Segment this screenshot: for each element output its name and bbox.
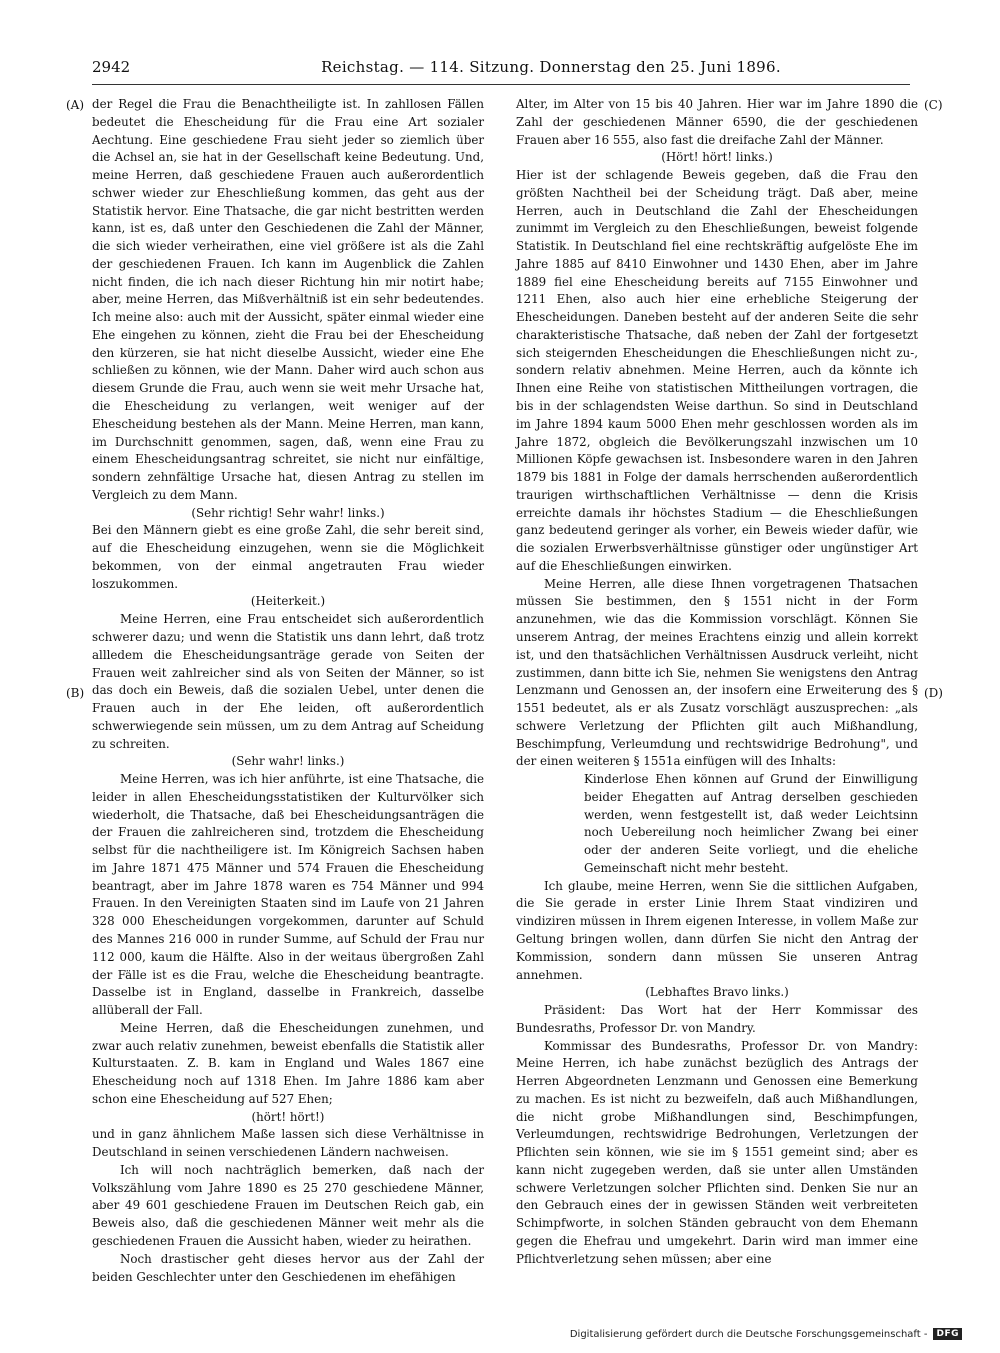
- quoted-text: Kinderlose Ehen können auf Grund der Einwilligung beider Ehegatten auf Antrag derselben geschieden werden, wenn festgestellt ist, daß weder Leichtsinn noch Uebereilung noch heimlicher Zwang bei einer oder der anderen Seite vorliegt, und die eheliche Gemeinschaft nicht mehr besteht.: [584, 772, 918, 875]
- paragraph: Ich glaube, meine Herren, wenn Sie die sittlichen Aufgaben, die Sie gerade in erster Linie Ihrem Staat vindiziren und vindiziren müssen in Ihrem eigenen Interesse, in vollem Maße zur Geltung bringen wollen, dann dürfen Sie nicht den Antrag der Kommission, sondern dann müssen Sie unseren Antrag annehmen.: [516, 878, 918, 982]
- footer: [570, 1325, 962, 1343]
- page-title: Reichstag. — 114. Sitzung. Donnerstag den 25. Juni 1896.: [321, 58, 781, 76]
- interjection: (Sehr richtig! Sehr wahr! links.): [191, 505, 385, 520]
- paragraph: Meine Herren, alle diese Ihnen vorgetragenen Thatsachen müssen Sie bestimmen, den § 1551 nicht in der Form anzunehmen, wie das die Kommission vorschlägt. Können Sie unserem Antrag, der meines Erachtens einzig und allein korrekt ist, und den thatsächlichen Verhältnissen Ausdruck verleiht, nicht zustimmen, dann bitte ich Sie, nehmen Sie wenigstens den Antrag Lenzmann und Genossen an, der insofern eine Erweiterung des § 1551 bedeutet, als er als Zusatz vorschlägt auszusprechen: „als schwere Verletzung der Pflichten gilt auch Mißhandlung, Beschimpfung, Verleumdung und rechtswidrige Bedrohung", und der einen weiteren § 1551a einfügen will des Inhalts:: [516, 576, 918, 769]
- margin-label-d: (D): [924, 686, 943, 700]
- footer-text: Digitalisierung gefördert durch die Deutsche Forschungsgemeinschaft -: [569, 1328, 928, 1340]
- paragraph: Alter, im Alter von 15 bis 40 Jahren. Hier war im Jahre 1890 die Zahl der geschiedenen Männer 6590, die der geschiedenen Frauen aber 16 555, also fast die dreifache Zahl der Männer.: [516, 97, 918, 147]
- page-number: 2942: [92, 58, 131, 76]
- paragraph: Ich will noch nachträglich bemerken, daß nach der Volkszählung vom Jahre 1890 es 25 270 geschiedene Männer, aber 49 601 geschiedene Frauen im Deutschen Reich gab, ein Beweis also, daß die geschiedenen Männer weit mehr als die geschiedenen Frauen die Aussicht haben, wieder zu heirathen.: [92, 1162, 484, 1248]
- interjection: (Sehr wahr! links.): [231, 754, 345, 769]
- paragraph: Hier ist der schlagende Beweis gegeben, daß die Frau den größten Nachtheil bei der Scheidung trägt. Daß aber, meine Herren, auch in Deutschland die Zahl der Ehescheidungen zunimmt im Vergleich zu den Eheschließungen, beweist folgende Statistik. In Deutschland fiel eine rechtskräftig aufgelöste Ehe im Jahre 1885 auf 8410 Einwohner und 1430 Ehen, aber im Jahre 1889 fiel eine Ehescheidung bereits auf 7155 Einwohner und 1211 Ehen, also auch hier eine erhebliche Steigerung der Ehescheidungen. Daneben besteht auf der anderen Seite die sehr charakteristische Thatsache, daß neben der Zahl der fortgesetzt sich steigernden Ehescheidungen die Eheschließungen nicht zu-, sondern relativ abnehmen. Meine Herren, auch da könnte ich Ihnen eine Reihe von statistischen Mittheilungen vortragen, die bis in der schlagendsten Weise darthun. So sind in Deutschland im Jahre 1894 kaum 5000 Ehen mehr geschlossen worden als im Jahre 1872, obgleich die Bevölkerungszahl inzwischen um 10 Millionen Köpfe gewachsen ist. Insbesondere waren in den Jahren 1879 bis 1881 in Folge der damals herrschenden außerordentlich traurigen wirthschaftlichen Verhältnisse — denn die Krisis erreichte damals ihr höchstes Stadium — die Eheschließungen ganz bedeutend geringer als vorher, ein Beweis wieder dafür, wie die sozialen Erwerbsverhältnisse günstiger oder ungünstiger Art auf die Eheschließungen einwirken.: [516, 168, 918, 573]
- paragraph: Meine Herren, was ich hier anführte, ist eine Thatsache, die leider in allen Ehescheidungsstatistiken der Kulturvölker sich wiederholt, die Thatsache, daß bei Ehescheidungsanträgen die der Frauen die zahlreicheren sind, trotzdem die Ehescheidung selbst für die nachtheiligere ist. Im Königreich Sachsen haben im Jahre 1871 475 Männer und 574 Frauen die Ehescheidung beantragt, aber im Jahre 1878 waren es 754 Männer und 994 Frauen. In den Vereinigten Staaten sind im Laufe von 21 Jahren 328 000 Ehescheidungen vorgekommen, darunter auf Schuld des Mannes 216 000 in runder Summe, auf Schuld der Frau nur 112 000, kaum die Hälfte. Also in der weitaus übergroßen Zahl der Fälle ist es die Frau, welche die Ehescheidung beantragte. Dasselbe ist in England, dasselbe in Frankreich, dasselbe allüberall der Fall.: [92, 772, 484, 1018]
- interjection: (Lebhaftes Bravo links.): [645, 985, 789, 1000]
- paragraph: der Regel die Frau die Benachtheiligte ist. In zahllosen Fällen bedeutet die Ehescheidung für die Frau eine Art sozialer Aechtung. Eine geschiedene Frau sieht jeder so ziemlich über die Achsel an, sie hat in der Gesellschaft keine Bedeutung. Und, meine Herren, daß geschiedene Frauen auch außerordentlich schwer wieder zur Eheschließung kommen, das geht aus der Statistik hervor. Eine Thatsache, die gar nicht bestritten werden kann, ist es, daß unter den Geschiedenen die Zahl der Männer, die sich wieder verheirathen, eine viel größere ist als die Zahl der geschiedenen Frauen. Ich kann im Augenblick die Zahlen nicht finden, die ich nach dieser Richtung hin mir notirt habe; aber, meine Herren, das Mißverhältniß ist ein sehr bedeutendes. Ich meine also: auch mit der Aussicht, später einmal wieder eine Ehe eingehen zu können, zieht die Frau bei der Ehescheidung den kürzeren, sie hat nicht dieselbe Aussicht, wieder eine Ehe schließen zu können, wie der Mann. Daher wird auch schon aus diesem Grunde die Frau, auch wenn sie weit mehr Ursache hat, die Ehescheidung zu verlangen, weit weniger auf der Ehescheidung bestehen als der Mann. Meine Herren, man kann, im Durchschnitt genommen, sagen, daß, wenn eine Frau zu einem Ehescheidungsantrag schreitet, sie nicht nur einfältige, sondern zehnfältige Ursache hat, diesen Antrag zu stellen im Vergleich zu dem Mann.: [92, 97, 484, 502]
- paragraph: Meine Herren, eine Frau entscheidet sich außerordentlich schwerer dazu; und wenn die Statistik uns dann lehrt, daß trotz allledem die Ehescheidungsanträge gerade von Seiten der Frauen weit zahlreicher sind als von Seiten der Männer, so ist das doch ein Beweis, daß die sozialen Uebel, unter denen die Frauen auch in der Ehe leiden, oft außerordentlich schwerwiegende sein müssen, um zu dem Antrag auf Scheidung zu schreiten.: [92, 612, 484, 751]
- paragraph: Meine Herren, daß die Ehescheidungen zunehmen, und zwar auch relativ zunehmen, beweist ebenfalls die Statistik aller Kulturstaaten. Z. B. kam in England und Wales 1867 eine Ehescheidung noch auf 1318 Ehen. Im Jahre 1886 kam aber schon eine Ehescheidung auf 527 Ehen;: [92, 1020, 484, 1106]
- margin-label-b: (B): [66, 686, 85, 700]
- paragraph: Bei den Männern giebt es eine große Zahl, die sehr bereit sind, auf die Ehescheidung einzugehen, wenn sie die Möglichkeit bekommen, von der einmal angetrauten Frau wieder loszukommen.: [92, 523, 484, 591]
- left-column: [92, 96, 484, 1286]
- right-column: [516, 96, 918, 1269]
- interjection: (Heiterkeit.): [250, 594, 326, 609]
- paragraph: Kommissar des Bundesraths, Professor Dr. von Mandry: Meine Herren, ich habe zunächst bezüglich des Antrags der Herren Abgeordneten Lenzmann und Genossen eine Bemerkung zu machen. Es ist nicht zu bezweifeln, daß auch Mißhandlungen, die nicht grobe Mißhandlungen sind, Beschimpfungen, Verleumdungen, rechtswidrige Bedrohungen, Verletzungen der Pflichten sein können, wie sie im § 1551 gemeint sind; aber es kann nicht zugegeben werden, daß sie unter allen Umständen schwere Verletzungen solcher Pflichten sind. Denken Sie nur an den Gebrauch eines der in gewissen Ständen weit verbreiteten Schimpfworte, in solchen Ständen gebraucht von dem Ehemann gegen die Ehefrau und umgekehrt. Darin wird man immer eine Pflichtverletzung sehen müssen; aber eine: [516, 1038, 918, 1266]
- margin-label-a: (A): [66, 98, 85, 112]
- paragraph: und in ganz ähnlichem Maße lassen sich diese Verhältnisse in Deutschland in seinen verschiedenen Ländern nachweisen.: [92, 1127, 484, 1160]
- header-rule: [92, 84, 910, 85]
- interjection: (hört! hört!): [251, 1109, 325, 1124]
- dfg-logo: DFG: [933, 1328, 962, 1340]
- paragraph: Noch drastischer geht dieses hervor aus der Zahl der beiden Geschlechter unter den Geschiedenen im ehefähigen: [92, 1251, 484, 1284]
- margin-label-c: (C): [924, 98, 943, 112]
- page-header: [92, 58, 910, 82]
- interjection: (Hört! hört! links.): [661, 150, 773, 165]
- paragraph: Präsident: Das Wort hat der Herr Kommissar des Bundesraths, Professor Dr. von Mandry.: [516, 1003, 918, 1035]
